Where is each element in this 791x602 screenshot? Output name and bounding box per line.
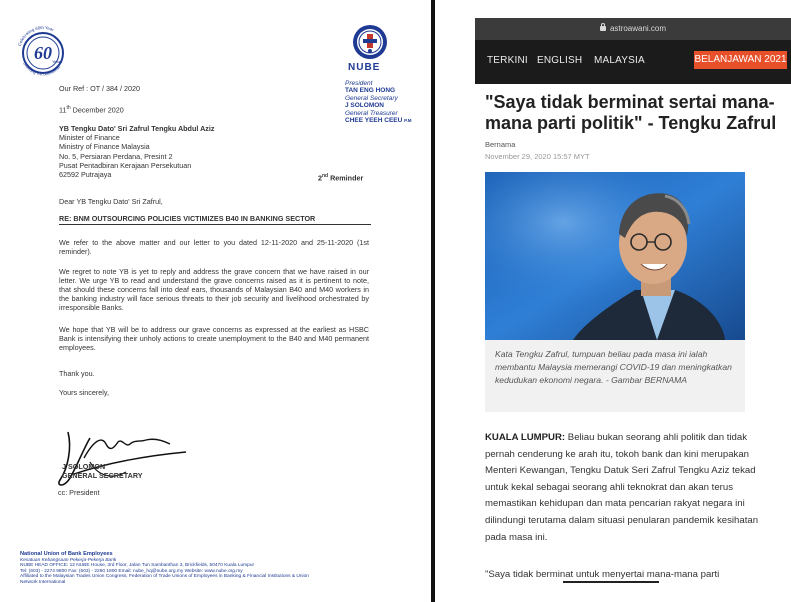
address-bar[interactable] [475, 18, 791, 40]
address-line: Ministry of Finance Malaysia [59, 142, 150, 152]
officer-name: J SOLOMON [345, 102, 385, 110]
address-line: Pusat Pentadbiran Kerajaan Persekutuan [59, 160, 192, 170]
reference-number: Our Ref : OT / 384 / 2020 [59, 84, 140, 93]
signer-name: J SOLOMON [62, 462, 106, 471]
org-short-name: NUBE [348, 62, 381, 73]
address-line: No. 5, Persiaran Perdana, Presint 2 [59, 151, 173, 161]
address-line: 62592 Putrajaya [59, 170, 112, 180]
nav-item-terkini[interactable]: TERKINI [487, 55, 528, 66]
footer-title: National Union of Bank Employees [20, 551, 113, 557]
footer-line: Affiliated to the Malaysian Trades Union Congress, Federation of Trade Unions of Employees in Banking & Financial Institutions & Union Network International [20, 574, 309, 585]
paragraph: We hope that YB will be to address our grave concerns as expressed at the earliest as HSBC Bank is intensifying their unholy actions to create unemployment to the B40 and M40 permanent employees. [59, 325, 369, 352]
officer-role: General Secretary [345, 94, 398, 102]
signer-title: GENERAL SECRETARY [62, 471, 143, 480]
footer-line: Tel: (603) - 2274 9800 Fax: (603) - 2260 1800 Email: nube_hq@nube.org.my Website: www.nube.org.my [20, 568, 243, 574]
signer-block [62, 462, 143, 480]
60-years-anniversary-logo [14, 22, 72, 80]
recipient-address [59, 124, 214, 179]
letter-date: 11th December 2020 [59, 105, 124, 115]
article-headline: "Saya tidak berminat sertai mana-mana parti politik" - Tengku Zafrul [485, 92, 777, 133]
cc-line: cc: President [58, 488, 100, 497]
badge-number: 60 [34, 43, 52, 63]
footer-subtitle: Kesatuan Kebangsaan Pekerja-Pekerja Bank [20, 557, 117, 563]
officer-role: President [345, 80, 373, 87]
footer-line: NUBE HEAD OFFICE: 12 NUBE House, 3rd Floor, Jalan Tun Sambanthan 3, Brickfields, 50470 Kuala Lumpur [20, 563, 255, 569]
news-article-screenshot [435, 0, 787, 602]
letter-footer [20, 552, 320, 586]
closing-line: Yours sincerely, [59, 388, 109, 397]
lock-icon [600, 26, 606, 31]
badge-arc-bottom: Defending The Defenceless [22, 61, 62, 77]
salutation: Dear YB Tengku Dato' Sri Zafrul, [59, 197, 163, 206]
annotation-underline [563, 581, 659, 583]
article-quote-line: "Saya tidak berminat untuk menyertai mana-mana parti [485, 569, 720, 580]
officer-name: CHEE YEEH CEEU [345, 117, 403, 125]
officers-list [345, 80, 412, 124]
paragraph: We refer to the above matter and our letter to you dated 12-11-2020 and 25-11-2020 (1st reminder). [59, 238, 369, 256]
thanks-line: Thank you. [59, 369, 95, 378]
badge-years: Years [52, 59, 63, 64]
officer-suffix: P.M [404, 118, 412, 124]
body-paragraph: Beliau bukan seorang ahli politik dan tidak pernah cenderung ke arah itu, tokoh bank dan kini merupakan Menteri Kewangan, Tengku Datuk Seri Zafrul Tengku Aziz tekad untuk kekal sebagai seorang ahli teknokrat dan akan terus memastikan kehidupan dan mata pencarian rakyat negara ini dilindungi terutama dalam situasi penularan pandemik kesihatan pada masa ini. [485, 432, 759, 543]
article-date: November 29, 2020 15:57 MYT [485, 152, 590, 161]
dateline: KUALA LUMPUR: [485, 432, 566, 443]
signature-icon [54, 418, 194, 498]
nube-emblem-icon [352, 24, 388, 60]
officer-role: General Treasurer [345, 109, 398, 117]
recipient-name: YB Tengku Dato' Sri Zafrul Tengku Abdul Aziz [59, 124, 215, 133]
article-photo [485, 172, 745, 340]
subject-line: RE: BNM OUTSOURCING POLICIES VICTIMIZES B40 IN BANKING SECTOR [59, 214, 371, 225]
site-navbar [475, 40, 791, 84]
nav-item-malaysia[interactable]: MALAYSIA [594, 55, 645, 66]
officer-name: TAN ENG HONG [345, 87, 396, 95]
photo-caption: Kata Tengku Zafrul, tumpuan beliau pada masa ini ialah membantu Malaysia memerangi COVID-19 dan meningkatkan kedudukan ekonomi negara. - Gambar BERNAMA [495, 349, 732, 385]
nav-item-english[interactable]: ENGLISH [537, 55, 583, 66]
paragraph: We regret to note YB is yet to reply and address the grave concern that we have raised in our letter. We urge YB to read and understand the grave concerns raised as it is pertinent to note, that should these concerns fall into deaf ears, thousands of Malaysian B40 and M40 workers in the banking industry will face serious threats to their job security and livelihood orchestrated by irresponsible Banks. [59, 267, 369, 312]
reminder-label: 2nd Reminder [318, 173, 364, 183]
badge-arc-top: Celebrating 60th Year [16, 24, 55, 47]
url-text: astroawani.com [609, 24, 667, 33]
article-body [485, 430, 767, 546]
nav-item-belanjawan[interactable]: BELANJAWAN 2021 [694, 51, 787, 69]
article-source[interactable]: Bernama [485, 140, 516, 149]
photo-caption-box [485, 340, 745, 412]
address-line: Minister of Finance [59, 133, 120, 143]
